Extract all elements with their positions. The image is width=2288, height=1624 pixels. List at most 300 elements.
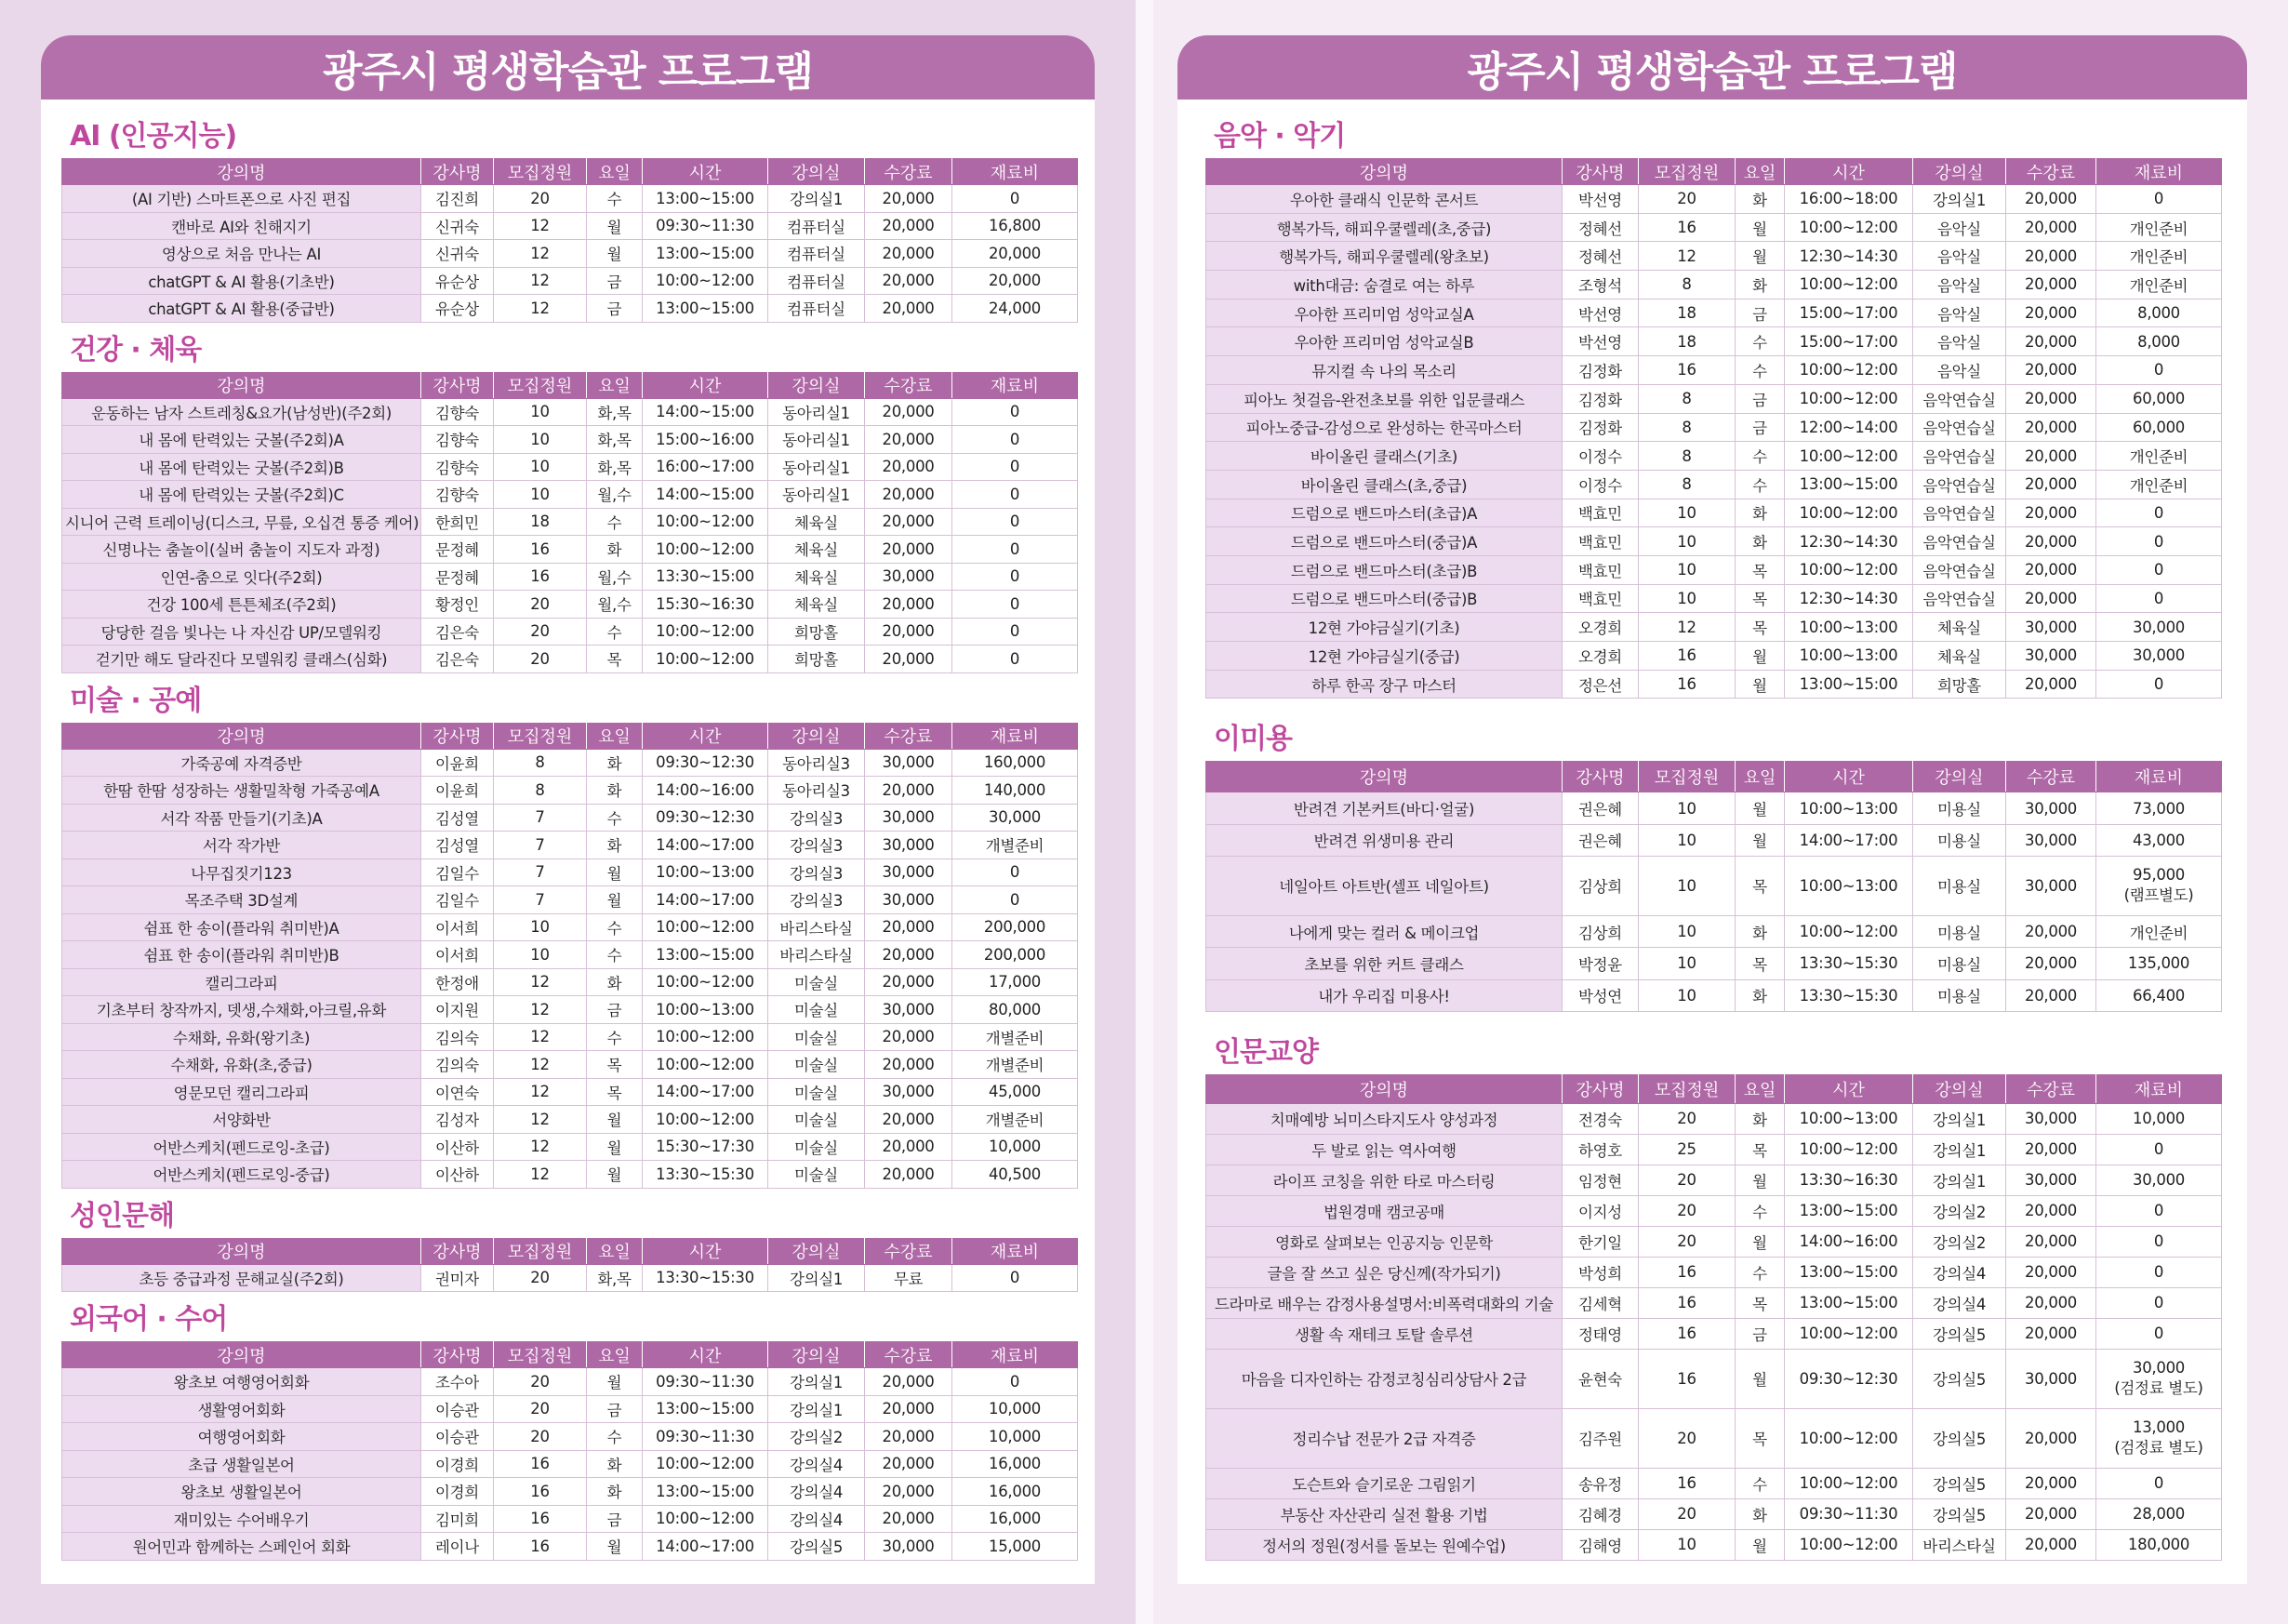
table-row xyxy=(1206,613,2222,642)
room-cell: 음악연습실 xyxy=(1913,470,2006,499)
table-header-row xyxy=(62,159,1078,185)
day-cell: 월 xyxy=(587,859,643,886)
time-cell: 15:30~17:30 xyxy=(643,1133,768,1161)
room-cell: 강의실5 xyxy=(1913,1468,2006,1498)
table-row xyxy=(62,1264,1078,1292)
column-header-material-fee: 재료비 xyxy=(2096,1074,2222,1103)
column-header-course-name: 강의명 xyxy=(62,1238,421,1264)
capacity-cell: 20 xyxy=(1639,1226,1736,1257)
column-header-day: 요일 xyxy=(587,159,643,185)
material-fee-cell: 0 xyxy=(952,591,1078,619)
table-row xyxy=(1206,499,2222,527)
column-header-instructor: 강사명 xyxy=(421,1342,494,1368)
time-cell: 10:00~12:00 xyxy=(643,968,768,996)
capacity-cell: 7 xyxy=(494,886,587,914)
column-header-tuition: 수강료 xyxy=(865,723,952,749)
material-fee-cell: 60,000 xyxy=(2096,413,2222,442)
time-cell: 09:30~11:30 xyxy=(643,1368,768,1396)
program-section xyxy=(1205,1012,2221,1561)
instructor-cell: 황정인 xyxy=(421,591,494,619)
day-cell: 월 xyxy=(587,1161,643,1189)
room-cell: 동아리실3 xyxy=(768,777,865,805)
capacity-cell: 7 xyxy=(494,832,587,859)
material-fee-cell: 0 xyxy=(952,185,1078,213)
course-name-cell: 행복가득, 해피우쿨렐레(왕초보) xyxy=(1206,242,1563,271)
table-row xyxy=(62,804,1078,832)
time-cell: 10:00~13:00 xyxy=(1785,856,1913,915)
table-row xyxy=(62,295,1078,323)
course-name-cell: 바이올린 클래스(기초) xyxy=(1206,442,1563,471)
instructor-cell: 이지원 xyxy=(421,996,494,1024)
program-section xyxy=(61,1292,1077,1561)
capacity-cell: 20 xyxy=(1639,185,1736,214)
capacity-cell: 18 xyxy=(1639,299,1736,327)
room-cell: 미술실 xyxy=(768,1078,865,1106)
column-header-room: 강의실 xyxy=(1913,762,2006,792)
instructor-cell: 이정수 xyxy=(1563,470,1639,499)
instructor-cell: 박정윤 xyxy=(1563,948,1639,979)
course-name-cell: 네일아트 아트반(셀프 네일아트) xyxy=(1206,856,1563,915)
day-cell: 월 xyxy=(1736,242,1785,271)
course-name-cell: 행복가득, 해피우쿨렐레(초,중급) xyxy=(1206,213,1563,242)
course-name-cell: 운동하는 남자 스트레칭&요가(남성반)(주2회) xyxy=(62,398,421,426)
course-name-cell: 드럼으로 밴드마스터(중급)A xyxy=(1206,527,1563,556)
column-header-material-fee: 재료비 xyxy=(952,372,1078,398)
course-name-cell: 나무집짓기123 xyxy=(62,859,421,886)
material-fee-cell: 0 xyxy=(2096,527,2222,556)
room-cell: 음악연습실 xyxy=(1913,584,2006,613)
room-cell: 미술실 xyxy=(768,1161,865,1189)
room-cell: 강의실5 xyxy=(1913,1408,2006,1468)
time-cell: 10:00~12:00 xyxy=(643,1023,768,1051)
day-cell: 월,수 xyxy=(587,563,643,591)
course-name-cell: 목조주택 3D설계 xyxy=(62,886,421,914)
column-header-instructor: 강사명 xyxy=(1563,1074,1639,1103)
time-cell: 10:00~12:00 xyxy=(643,1505,768,1533)
day-cell: 화 xyxy=(1736,979,1785,1011)
tuition-cell: 20,000 xyxy=(865,941,952,969)
day-cell: 금 xyxy=(1736,299,1785,327)
instructor-cell: 하영호 xyxy=(1563,1134,1639,1165)
room-cell: 미용실 xyxy=(1913,915,2006,947)
material-fee-cell: 20,000 xyxy=(952,267,1078,295)
day-cell: 화 xyxy=(1736,915,1785,947)
instructor-cell: 김향숙 xyxy=(421,453,494,481)
tuition-cell: 20,000 xyxy=(865,777,952,805)
day-cell: 월 xyxy=(587,240,643,268)
course-name-cell: 왕초보 생활일본어 xyxy=(62,1478,421,1506)
day-cell: 월,수 xyxy=(587,481,643,509)
day-cell: 월 xyxy=(587,1106,643,1134)
time-cell: 10:00~12:00 xyxy=(1785,1318,1913,1349)
instructor-cell: 김해영 xyxy=(1563,1529,1639,1560)
tuition-cell: 무료 xyxy=(865,1264,952,1292)
table-row xyxy=(1206,185,2222,214)
program-table xyxy=(61,1238,1078,1293)
instructor-cell: 김성자 xyxy=(421,1106,494,1134)
day-cell: 월 xyxy=(587,886,643,914)
tuition-cell: 20,000 xyxy=(2006,555,2096,584)
time-cell: 10:00~12:00 xyxy=(1785,915,1913,947)
table-row xyxy=(62,996,1078,1024)
table-row xyxy=(1206,856,2222,915)
time-cell: 14:00~16:00 xyxy=(1785,1226,1913,1257)
course-name-cell: 신명나는 춤놀이(실버 춤놀이 지도자 과정) xyxy=(62,536,421,564)
instructor-cell: 김은숙 xyxy=(421,646,494,673)
table-row xyxy=(1206,1165,2222,1195)
instructor-cell: 김진희 xyxy=(421,185,494,213)
material-fee-cell: 0 xyxy=(952,886,1078,914)
section-heading: AI (인공지능) xyxy=(70,120,237,153)
capacity-cell: 10 xyxy=(1639,824,1736,856)
tuition-cell: 20,000 xyxy=(865,1395,952,1423)
table-row xyxy=(62,886,1078,914)
time-cell: 09:30~12:30 xyxy=(643,804,768,832)
day-cell: 화,목 xyxy=(587,1264,643,1292)
table-row xyxy=(1206,1468,2222,1498)
day-cell: 목 xyxy=(587,646,643,673)
column-header-instructor: 강사명 xyxy=(421,159,494,185)
capacity-cell: 7 xyxy=(494,804,587,832)
table-row xyxy=(62,859,1078,886)
day-cell: 수 xyxy=(1736,1468,1785,1498)
column-header-capacity: 모집정원 xyxy=(1639,159,1736,185)
time-cell: 14:00~17:00 xyxy=(643,886,768,914)
material-fee-cell: 30,000 xyxy=(2096,642,2222,671)
material-fee-cell: 개별준비 xyxy=(952,1023,1078,1051)
tuition-cell: 20,000 xyxy=(865,508,952,536)
table-row xyxy=(1206,824,2222,856)
time-cell: 14:00~16:00 xyxy=(643,777,768,805)
tuition-cell: 20,000 xyxy=(2006,242,2096,271)
capacity-cell: 18 xyxy=(494,508,587,536)
program-section xyxy=(61,100,1077,323)
column-header-time: 시간 xyxy=(643,1342,768,1368)
tuition-cell: 20,000 xyxy=(865,1478,952,1506)
day-cell: 월 xyxy=(1736,213,1785,242)
day-cell: 수 xyxy=(1736,1257,1785,1287)
capacity-cell: 10 xyxy=(1639,948,1736,979)
material-fee-cell: 24,000 xyxy=(952,295,1078,323)
tuition-cell: 30,000 xyxy=(865,749,952,777)
column-header-time: 시간 xyxy=(643,723,768,749)
tuition-cell: 30,000 xyxy=(865,1533,952,1561)
capacity-cell: 8 xyxy=(1639,384,1736,413)
day-cell: 목 xyxy=(587,1051,643,1079)
table-row xyxy=(62,1161,1078,1189)
column-header-day: 요일 xyxy=(587,372,643,398)
time-cell: 14:00~17:00 xyxy=(1785,824,1913,856)
day-cell: 화 xyxy=(1736,1103,1785,1134)
room-cell: 체육실 xyxy=(768,536,865,564)
capacity-cell: 20 xyxy=(494,646,587,673)
day-cell: 수 xyxy=(587,913,643,941)
course-name-cell: 초보를 위한 커트 클래스 xyxy=(1206,948,1563,979)
material-fee-cell: 200,000 xyxy=(952,913,1078,941)
capacity-cell: 18 xyxy=(1639,327,1736,356)
column-header-material-fee: 재료비 xyxy=(952,1342,1078,1368)
table-row xyxy=(62,1450,1078,1478)
time-cell: 09:30~11:30 xyxy=(1785,1498,1913,1529)
tuition-cell: 20,000 xyxy=(865,267,952,295)
table-row xyxy=(62,240,1078,268)
day-cell: 수 xyxy=(1736,1195,1785,1226)
program-section xyxy=(1205,100,2221,699)
column-header-capacity: 모집정원 xyxy=(494,1238,587,1264)
capacity-cell: 12 xyxy=(494,1023,587,1051)
tuition-cell: 20,000 xyxy=(865,536,952,564)
room-cell: 미용실 xyxy=(1913,792,2006,824)
time-cell: 14:00~17:00 xyxy=(643,832,768,859)
material-fee-cell: 66,400 xyxy=(2096,979,2222,1011)
program-table xyxy=(61,1341,1078,1561)
column-header-capacity: 모집정원 xyxy=(494,1342,587,1368)
day-cell: 목 xyxy=(1736,948,1785,979)
capacity-cell: 20 xyxy=(494,185,587,213)
time-cell: 10:00~12:00 xyxy=(643,536,768,564)
tuition-cell: 20,000 xyxy=(865,646,952,673)
day-cell: 월 xyxy=(1736,824,1785,856)
instructor-cell: 오경희 xyxy=(1563,642,1639,671)
capacity-cell: 25 xyxy=(1639,1134,1736,1165)
day-cell: 화,목 xyxy=(587,426,643,454)
time-cell: 09:30~11:30 xyxy=(643,1423,768,1451)
table-row xyxy=(1206,527,2222,556)
time-cell: 10:00~12:00 xyxy=(1785,1529,1913,1560)
room-cell: 강의실3 xyxy=(768,832,865,859)
material-fee-cell: 개인준비 xyxy=(2096,271,2222,300)
room-cell: 희망홀 xyxy=(768,618,865,646)
column-header-time: 시간 xyxy=(1785,762,1913,792)
room-cell: 미술실 xyxy=(768,968,865,996)
material-fee-cell: 0 xyxy=(952,1264,1078,1292)
capacity-cell: 16 xyxy=(1639,1468,1736,1498)
day-cell: 수 xyxy=(587,185,643,213)
course-name-cell: 나에게 맞는 컬러 & 메이크업 xyxy=(1206,915,1563,947)
course-name-cell: 어반스케치(펜드로잉-중급) xyxy=(62,1161,421,1189)
course-name-cell: 12현 가야금실기(기초) xyxy=(1206,613,1563,642)
table-row xyxy=(62,941,1078,969)
time-cell: 15:00~17:00 xyxy=(1785,299,1913,327)
column-header-time: 시간 xyxy=(643,159,768,185)
instructor-cell: 윤현숙 xyxy=(1563,1349,1639,1408)
table-row xyxy=(62,1106,1078,1134)
day-cell: 화 xyxy=(587,749,643,777)
capacity-cell: 16 xyxy=(1639,1287,1736,1318)
left-page xyxy=(41,35,1095,1584)
column-header-instructor: 강사명 xyxy=(1563,762,1639,792)
time-cell: 12:30~14:30 xyxy=(1785,527,1913,556)
table-row xyxy=(62,267,1078,295)
instructor-cell: 정태영 xyxy=(1563,1318,1639,1349)
day-cell: 목 xyxy=(1736,1287,1785,1318)
time-cell: 13:00~15:00 xyxy=(643,295,768,323)
material-fee-cell: 0 xyxy=(2096,1257,2222,1287)
day-cell: 화 xyxy=(587,536,643,564)
column-header-room: 강의실 xyxy=(768,372,865,398)
room-cell: 강의실1 xyxy=(1913,185,2006,214)
capacity-cell: 12 xyxy=(494,212,587,240)
day-cell: 화 xyxy=(1736,499,1785,527)
day-cell: 수 xyxy=(1736,327,1785,356)
column-header-instructor: 강사명 xyxy=(421,723,494,749)
column-header-day: 요일 xyxy=(1736,762,1785,792)
course-name-cell: 내 몸에 탄력있는 굿볼(주2회)C xyxy=(62,481,421,509)
capacity-cell: 12 xyxy=(494,1161,587,1189)
time-cell: 13:30~16:30 xyxy=(1785,1165,1913,1195)
column-header-instructor: 강사명 xyxy=(1563,159,1639,185)
day-cell: 월 xyxy=(1736,670,1785,699)
capacity-cell: 10 xyxy=(1639,527,1736,556)
room-cell: 음악실 xyxy=(1913,327,2006,356)
material-fee-cell: 0 xyxy=(2096,185,2222,214)
column-header-course-name: 강의명 xyxy=(1206,762,1563,792)
tuition-cell: 30,000 xyxy=(2006,792,2096,824)
program-table xyxy=(1205,761,2222,1011)
right-page xyxy=(1177,35,2247,1584)
column-header-room: 강의실 xyxy=(768,1342,865,1368)
capacity-cell: 12 xyxy=(494,1133,587,1161)
capacity-cell: 20 xyxy=(494,1368,587,1396)
material-fee-cell: 10,000 xyxy=(952,1423,1078,1451)
room-cell: 체육실 xyxy=(768,591,865,619)
tuition-cell: 20,000 xyxy=(2006,1318,2096,1349)
instructor-cell: 김성열 xyxy=(421,832,494,859)
capacity-cell: 10 xyxy=(494,481,587,509)
course-name-cell: 초등 중급과정 문해교실(주2회) xyxy=(62,1264,421,1292)
material-fee-cell: 30,000 (검정료 별도) xyxy=(2096,1349,2222,1408)
capacity-cell: 16 xyxy=(1639,213,1736,242)
course-name-cell: 내 몸에 탄력있는 굿볼(주2회)A xyxy=(62,426,421,454)
instructor-cell: 권은혜 xyxy=(1563,792,1639,824)
instructor-cell: 박성연 xyxy=(1563,979,1639,1011)
table-header-row xyxy=(1206,762,2222,792)
room-cell: 음악연습실 xyxy=(1913,527,2006,556)
time-cell: 10:00~12:00 xyxy=(1785,271,1913,300)
tuition-cell: 30,000 xyxy=(865,996,952,1024)
material-fee-cell: 0 xyxy=(952,859,1078,886)
table-row xyxy=(62,646,1078,673)
time-cell: 10:00~12:00 xyxy=(1785,213,1913,242)
program-table xyxy=(1205,158,2222,699)
tuition-cell: 20,000 xyxy=(865,1051,952,1079)
instructor-cell: 김미희 xyxy=(421,1505,494,1533)
day-cell: 금 xyxy=(587,996,643,1024)
day-cell: 목 xyxy=(1736,856,1785,915)
material-fee-cell: 0 xyxy=(952,536,1078,564)
room-cell: 미술실 xyxy=(768,1106,865,1134)
instructor-cell: 이서희 xyxy=(421,941,494,969)
table-row xyxy=(1206,642,2222,671)
time-cell: 10:00~12:00 xyxy=(643,508,768,536)
table-row xyxy=(62,1133,1078,1161)
table-row xyxy=(1206,327,2222,356)
instructor-cell: 백효민 xyxy=(1563,499,1639,527)
instructor-cell: 유순상 xyxy=(421,267,494,295)
tuition-cell: 20,000 xyxy=(865,481,952,509)
room-cell: 음악실 xyxy=(1913,356,2006,385)
course-name-cell: 시니어 근력 트레이닝(디스크, 무릎, 오십견 통증 케어) xyxy=(62,508,421,536)
day-cell: 수 xyxy=(587,508,643,536)
course-name-cell: 피아노 첫걸음-완전초보를 위한 입문클래스 xyxy=(1206,384,1563,413)
tuition-cell: 20,000 xyxy=(865,1161,952,1189)
column-header-day: 요일 xyxy=(1736,159,1785,185)
column-header-room: 강의실 xyxy=(768,159,865,185)
column-header-material-fee: 재료비 xyxy=(952,1238,1078,1264)
time-cell: 16:00~18:00 xyxy=(1785,185,1913,214)
course-name-cell: 드럼으로 밴드마스터(초급)B xyxy=(1206,555,1563,584)
capacity-cell: 16 xyxy=(1639,1318,1736,1349)
time-cell: 13:30~15:30 xyxy=(1785,948,1913,979)
capacity-cell: 20 xyxy=(494,1395,587,1423)
time-cell: 15:00~17:00 xyxy=(1785,327,1913,356)
time-cell: 10:00~12:00 xyxy=(643,1450,768,1478)
course-name-cell: 법원경매 캠코공매 xyxy=(1206,1195,1563,1226)
material-fee-cell: 16,000 xyxy=(952,1478,1078,1506)
instructor-cell: 조수아 xyxy=(421,1368,494,1396)
tuition-cell: 30,000 xyxy=(2006,642,2096,671)
day-cell: 월 xyxy=(587,212,643,240)
tuition-cell: 20,000 xyxy=(865,1423,952,1451)
column-header-capacity: 모집정원 xyxy=(1639,1074,1736,1103)
material-fee-cell: 10,000 xyxy=(2096,1103,2222,1134)
table-row xyxy=(1206,948,2222,979)
day-cell: 화,목 xyxy=(587,453,643,481)
time-cell: 10:00~12:00 xyxy=(1785,499,1913,527)
column-header-course-name: 강의명 xyxy=(62,1342,421,1368)
program-list xyxy=(1177,100,2247,1561)
course-name-cell: 원어민과 함께하는 스페인어 회화 xyxy=(62,1533,421,1561)
room-cell: 강의실5 xyxy=(1913,1349,2006,1408)
instructor-cell: 정혜선 xyxy=(1563,213,1639,242)
time-cell: 13:30~15:30 xyxy=(643,1264,768,1292)
instructor-cell: 권미자 xyxy=(421,1264,494,1292)
capacity-cell: 10 xyxy=(494,426,587,454)
instructor-cell: 레이나 xyxy=(421,1533,494,1561)
table-row xyxy=(62,536,1078,564)
time-cell: 13:00~15:00 xyxy=(1785,1257,1913,1287)
column-header-time: 시간 xyxy=(643,1238,768,1264)
tuition-cell: 20,000 xyxy=(2006,299,2096,327)
capacity-cell: 10 xyxy=(1639,499,1736,527)
instructor-cell: 신귀숙 xyxy=(421,212,494,240)
instructor-cell: 박성희 xyxy=(1563,1257,1639,1287)
table-row xyxy=(62,481,1078,509)
material-fee-cell: 개인준비 xyxy=(2096,242,2222,271)
material-fee-cell: 0 xyxy=(952,618,1078,646)
room-cell: 강의실4 xyxy=(768,1478,865,1506)
instructor-cell: 이연숙 xyxy=(421,1078,494,1106)
time-cell: 10:00~12:00 xyxy=(643,646,768,673)
material-fee-cell: 0 xyxy=(952,563,1078,591)
column-header-room: 강의실 xyxy=(768,723,865,749)
instructor-cell: 이윤희 xyxy=(421,749,494,777)
tuition-cell: 20,000 xyxy=(865,453,952,481)
instructor-cell: 박선영 xyxy=(1563,327,1639,356)
material-fee-cell: 60,000 xyxy=(2096,384,2222,413)
course-name-cell: 우아한 클래식 인문학 콘서트 xyxy=(1206,185,1563,214)
table-header-row xyxy=(1206,159,2222,185)
section-heading: 외국어 · 수어 xyxy=(70,1303,228,1336)
room-cell: 강의실5 xyxy=(1913,1318,2006,1349)
program-table xyxy=(61,723,1078,1189)
capacity-cell: 10 xyxy=(1639,792,1736,824)
course-name-cell: 어반스케치(펜드로잉-초급) xyxy=(62,1133,421,1161)
room-cell: 음악실 xyxy=(1913,299,2006,327)
table-row xyxy=(62,1478,1078,1506)
material-fee-cell: 개인준비 xyxy=(2096,213,2222,242)
material-fee-cell: 16,000 xyxy=(952,1450,1078,1478)
